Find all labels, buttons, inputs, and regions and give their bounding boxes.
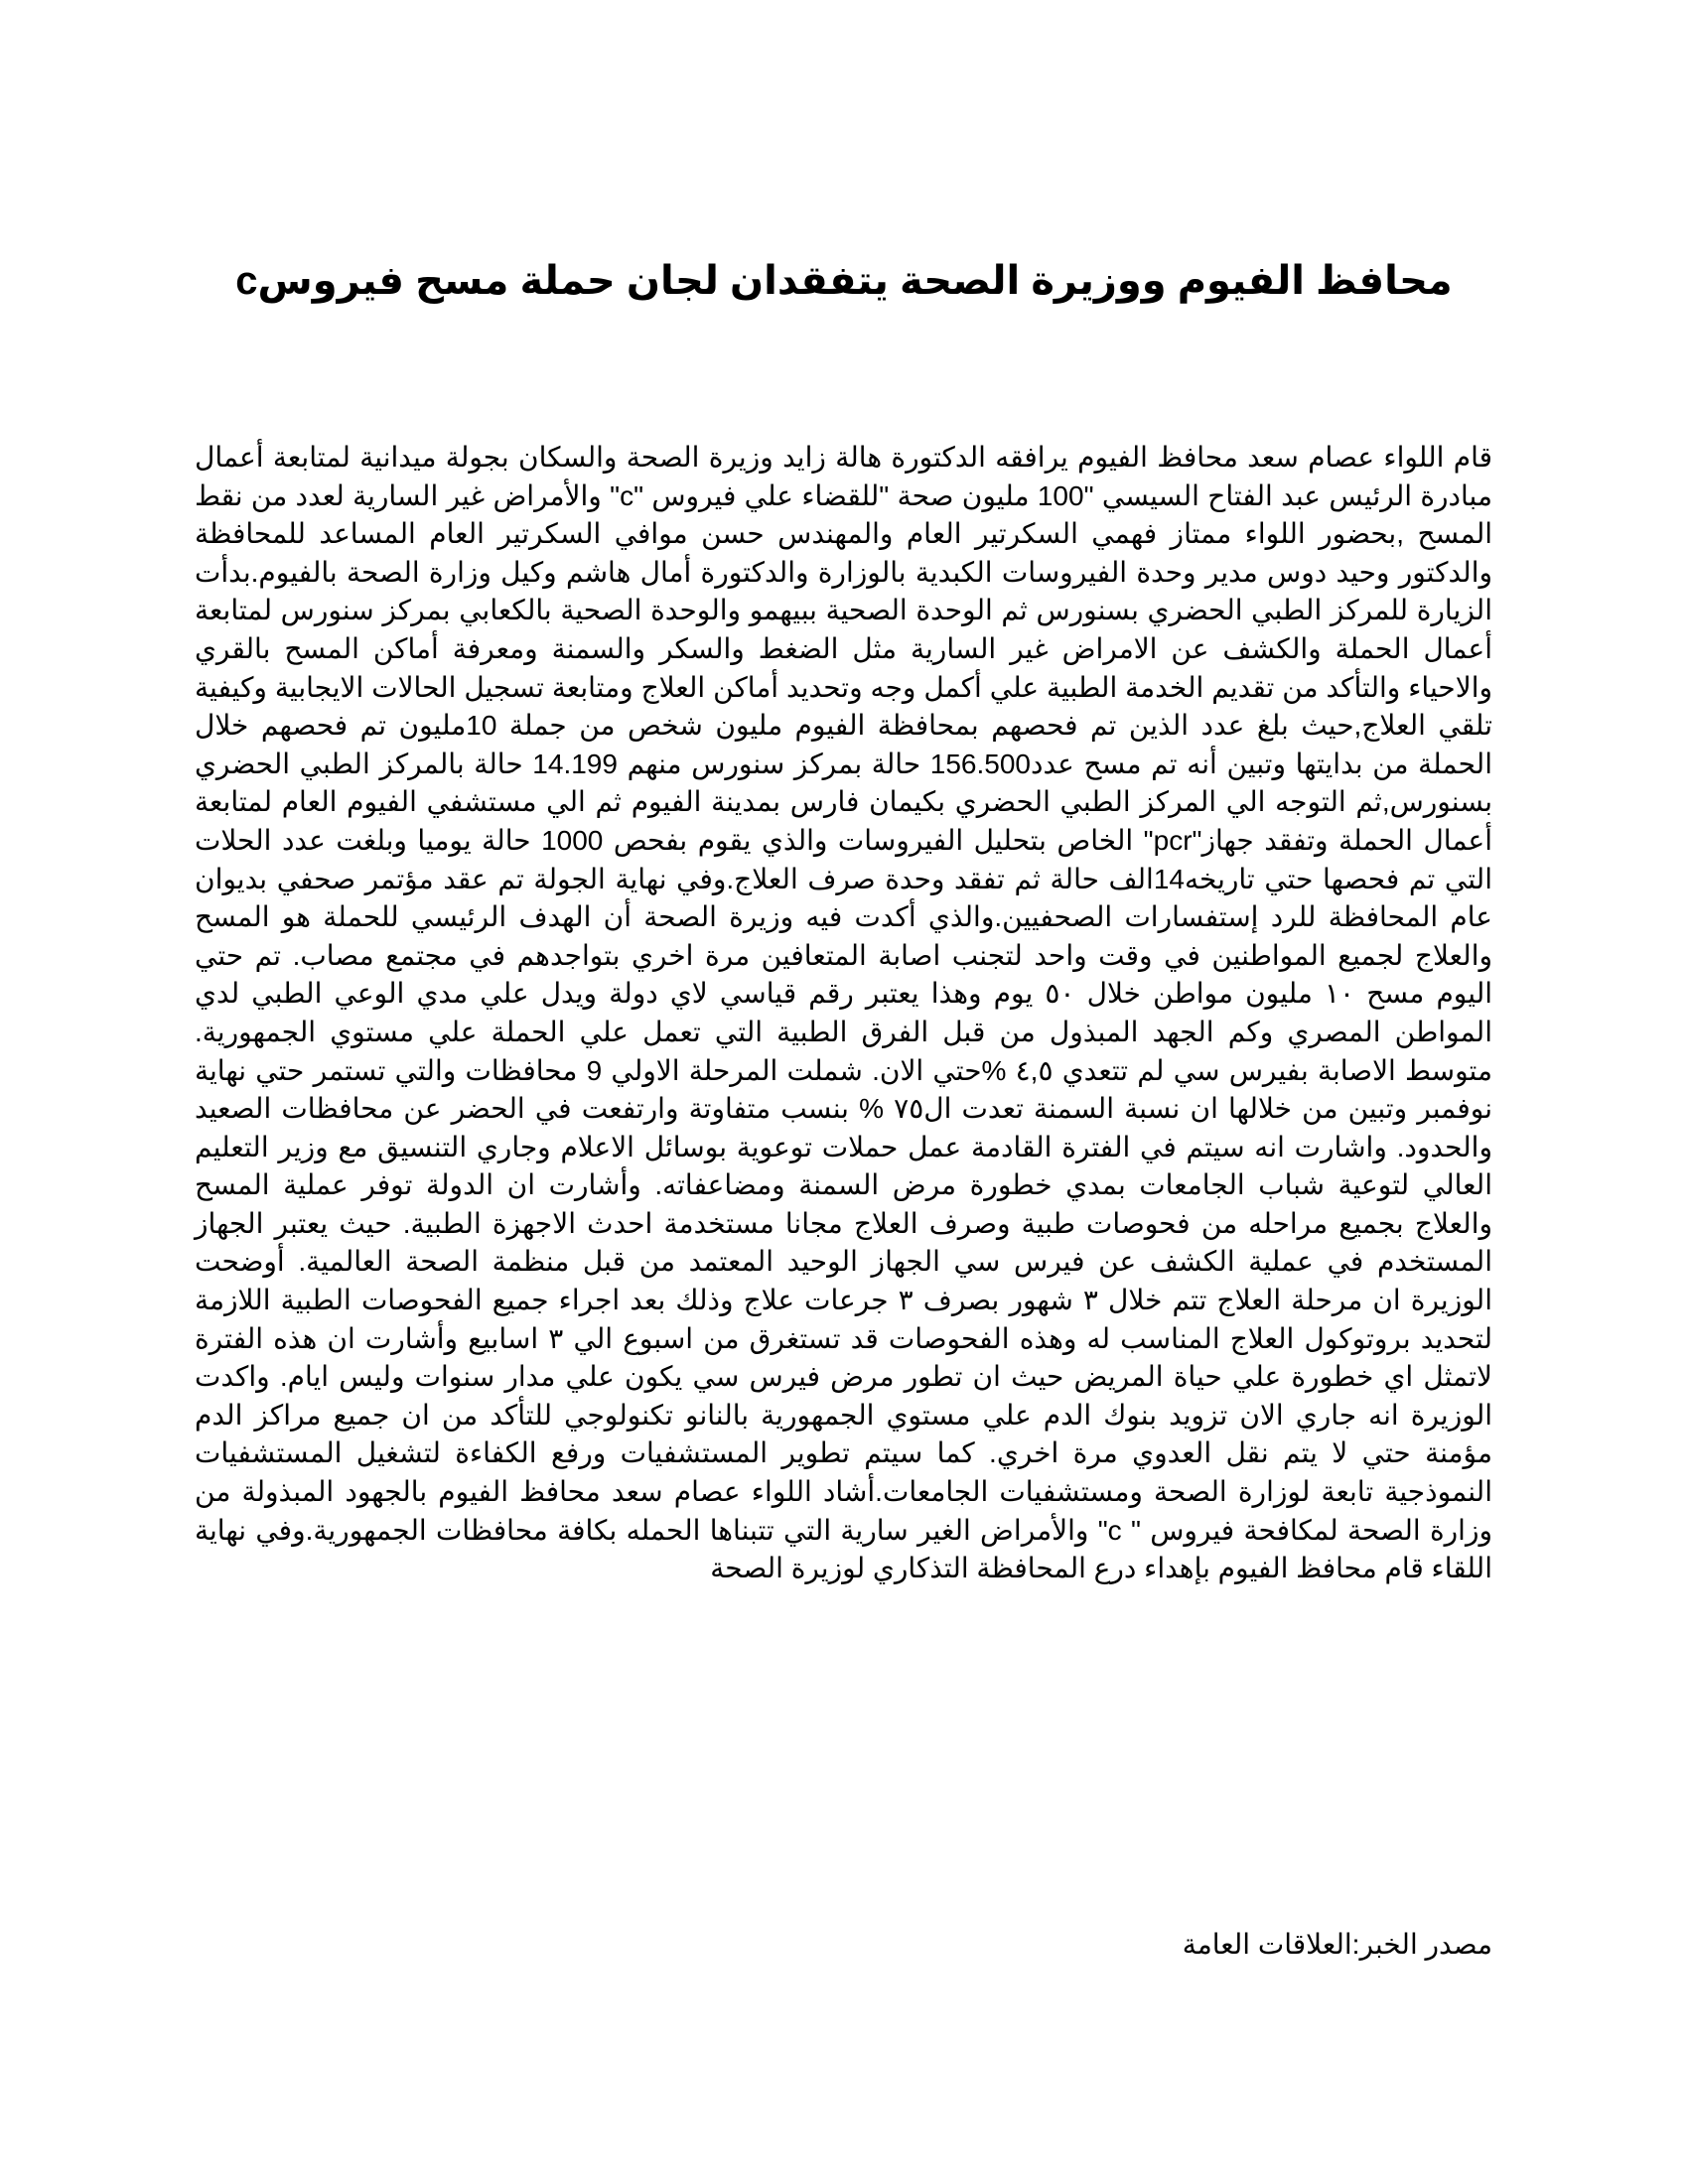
- document-title: محافظ الفيوم ووزيرة الصحة يتفقدان لجان حملة مسح فيروسc: [235, 259, 1453, 303]
- news-source: مصدر الخبر:العلاقات العامة: [1182, 1929, 1492, 1960]
- article-body: قام اللواء عصام سعد محافظ الفيوم يرافقه الدكتورة هالة زايد وزيرة الصحة والسكان بجولة ميدانية لمتابعة أعمال مبادرة الرئيس عبد الفتاح السيسي "100 مليون صحة "للقضاء علي فيروس "c" والأمراض غير السارية لعدد من نقط المسح ,بحضور اللواء ممتاز فهمي السكرتير العام والمهندس حسن موافي السكرتير العام المساعد للمحافظة والدكتور وحيد دوس مدير وحدة الفيروسات الكبدية بالوزارة والدكتورة أمال هاشم وكيل وزارة الصحة بالفيوم.بدأت الزيارة للمركز الطبي الحضري بسنورس ثم الوحدة الصحية ببيهمو والوحدة الصحية بالكعابي بمركز سنورس لمتابعة أعمال الحملة والكشف عن الامراض غير السارية مثل الضغط والسكر والسمنة ومعرفة أماكن المسح بالقري والاحياء والتأكد من تقديم الخدمة الطبية علي أكمل وجه وتحديد أماكن العلاج ومتابعة تسجيل الحالات الايجابية وكيفية تلقي العلاج,حيث بلغ عدد الذين تم فحصهم بمحافظة الفيوم مليون شخص من جملة 10مليون تم فحصهم خلال الحملة من بدايتها وتبين أنه تم مسح عدد156.500 حالة بمركز سنورس منهم 14.199 حالة بالمركز الطبي الحضري بسنورس,ثم التوجه الي المركز الطبي الحضري بكيمان فارس بمدينة الفيوم ثم الي مستشفي الفيوم العام لمتابعة أعمال الحملة وتفقد جهاز"pcr" الخاص بتحليل الفيروسات والذي يقوم بفحص 1000 حالة يوميا وبلغت عدد الحلات التي تم فحصها حتي تاريخه14الف حالة ثم تفقد وحدة صرف العلاج.وفي نهاية الجولة تم عقد مؤتمر صحفي بديوان عام المحافظة للرد إستفسارات الصحفيين.والذي أكدت فيه وزيرة الصحة أن الهدف الرئيسي للحملة هو المسح والعلاج لجميع المواطنين في وقت واحد لتجنب اصابة المتعافين مرة اخري بتواجدهم في مجتمع مصاب. تم حتي اليوم مسح ١٠ مليون مواطن خلال ٥٠ يوم وهذا يعتبر رقم قياسي لاي دولة ويدل علي مدي الوعي الطبي لدي المواطن المصري وكم الجهد المبذول من قبل الفرق الطبية التي تعمل علي الحملة علي مستوي الجمهورية. متوسط الاصابة بفيرس سي لم تتعدي ٤,٥ %حتي الان. شملت المرحلة الاولي 9 محافظات والتي تستمر حتي نهاية نوفمبر وتبين من خلالها ان نسبة السمنة تعدت ال٧٥ % بنسب متفاوتة وارتفعت في الحضر عن محافظات الصعيد والحدود. واشارت انه سيتم في الفترة القادمة عمل حملات توعوية بوسائل الاعلام وجاري التنسيق مع وزير التعليم العالي لتوعية شباب الجامعات بمدي خطورة مرض السمنة ومضاعفاته. وأشارت ان الدولة توفر عملية المسح والعلاج بجميع مراحله من فحوصات طبية وصرف العلاج مجانا مستخدمة احدث الاجهزة الطبية. حيث يعتبر الجهاز المستخدم في عملية الكشف عن فيرس سي الجهاز الوحيد المعتمد من قبل منظمة الصحة العالمية. أوضحت الوزيرة ان مرحلة العلاج تتم خلال ٣ شهور بصرف ٣ جرعات علاج وذلك بعد اجراء جميع الفحوصات الطبية اللازمة لتحديد بروتوكول العلاج المناسب له وهذه الفحوصات قد تستغرق من اسبوع الي ٣ اسابيع وأشارت ان هذه الفترة لاتمثل اي خطورة علي حياة المريض حيث ان تطور مرض فيرس سي يكون علي مدار سنوات وليس ايام. واكدت الوزيرة انه جاري الان تزويد بنوك الدم علي مستوي الجمهورية بالنانو تكنولوجي للتأكد من ان جميع مراكز الدم مؤمنة حتي لا يتم نقل العدوي مرة اخري. كما سيتم تطوير المستشفيات ورفع الكفاءة لتشغيل المستشفيات النموذجية تابعة لوزارة الصحة ومستشفيات الجامعات.أشاد اللواء عصام سعد محافظ الفيوم بالجهود المبذولة من وزارة الصحة لمكافحة فيروس " c" والأمراض الغير سارية التي تتبناها الحمله بكافة محافظات الجمهورية.وفي نهاية اللقاء قام محافظ الفيوم بإهداء درع المحافظة التذكاري لوزيرة الصحة: [195, 442, 1493, 1584]
